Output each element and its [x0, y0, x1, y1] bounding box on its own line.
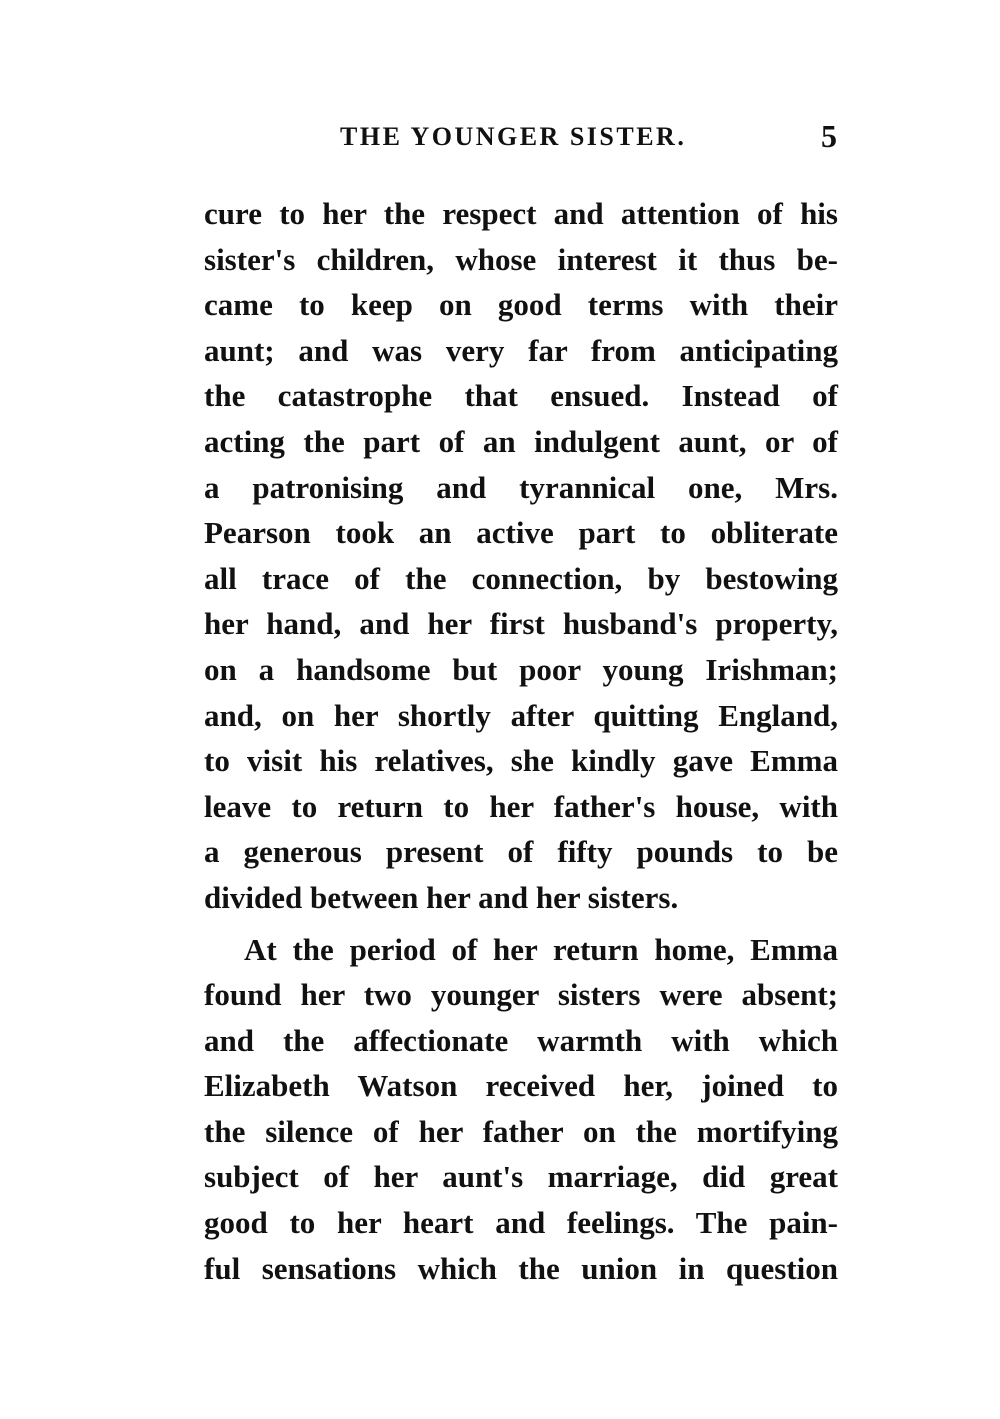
text-line: subject of her aunt's marriage, did great: [204, 1159, 838, 1195]
running-head: [205, 118, 837, 162]
text-line: Pearson took an active part to obliterate: [204, 515, 838, 551]
text-line: Elizabeth Watson received her, joined to: [204, 1068, 838, 1104]
text-line: leave to return to her father's house, with: [204, 788, 838, 824]
text-line: a generous present of fifty pounds to be: [204, 834, 838, 870]
body-text: [204, 191, 838, 1291]
text-line: the catastrophe that ensued. Instead of: [204, 378, 838, 414]
text-line: to visit his relatives, she kindly gave Emma: [204, 743, 838, 779]
paragraph-1: [204, 191, 838, 921]
text-line: came to keep on good terms with their: [204, 287, 838, 323]
text-line: At the period of her return home, Emma: [244, 931, 838, 967]
text-line: all trace of the connection, by bestowing: [204, 560, 838, 596]
text-line: on a handsome but poor young Irishman;: [204, 651, 838, 687]
paragraph-2: [204, 927, 838, 1292]
text-line: aunt; and was very far from anticipating: [204, 332, 838, 368]
text-line: her hand, and her first husband's property,: [204, 606, 838, 642]
text-line: sister's children, whose interest it thus be-: [204, 241, 838, 277]
text-line: good to her heart and feelings. The pain-: [204, 1205, 838, 1241]
text-line: ful sensations which the union in question: [204, 1250, 838, 1286]
text-line: and the affectionate warmth with which: [204, 1022, 838, 1058]
text-line: and, on her shortly after quitting England,: [204, 697, 838, 733]
text-line: found her two younger sisters were absent;: [204, 977, 838, 1013]
text-line: cure to her the respect and attention of his: [204, 196, 838, 231]
running-title: THE YOUNGER SISTER.: [340, 122, 687, 151]
text-line: a patronising and tyrannical one, Mrs.: [204, 469, 838, 505]
text-line: divided between her and her sisters.: [204, 879, 679, 915]
text-line: the silence of her father on the mortifying: [204, 1113, 838, 1149]
page-number: 5: [821, 118, 837, 154]
text-line: acting the part of an indulgent aunt, or of: [204, 423, 838, 459]
